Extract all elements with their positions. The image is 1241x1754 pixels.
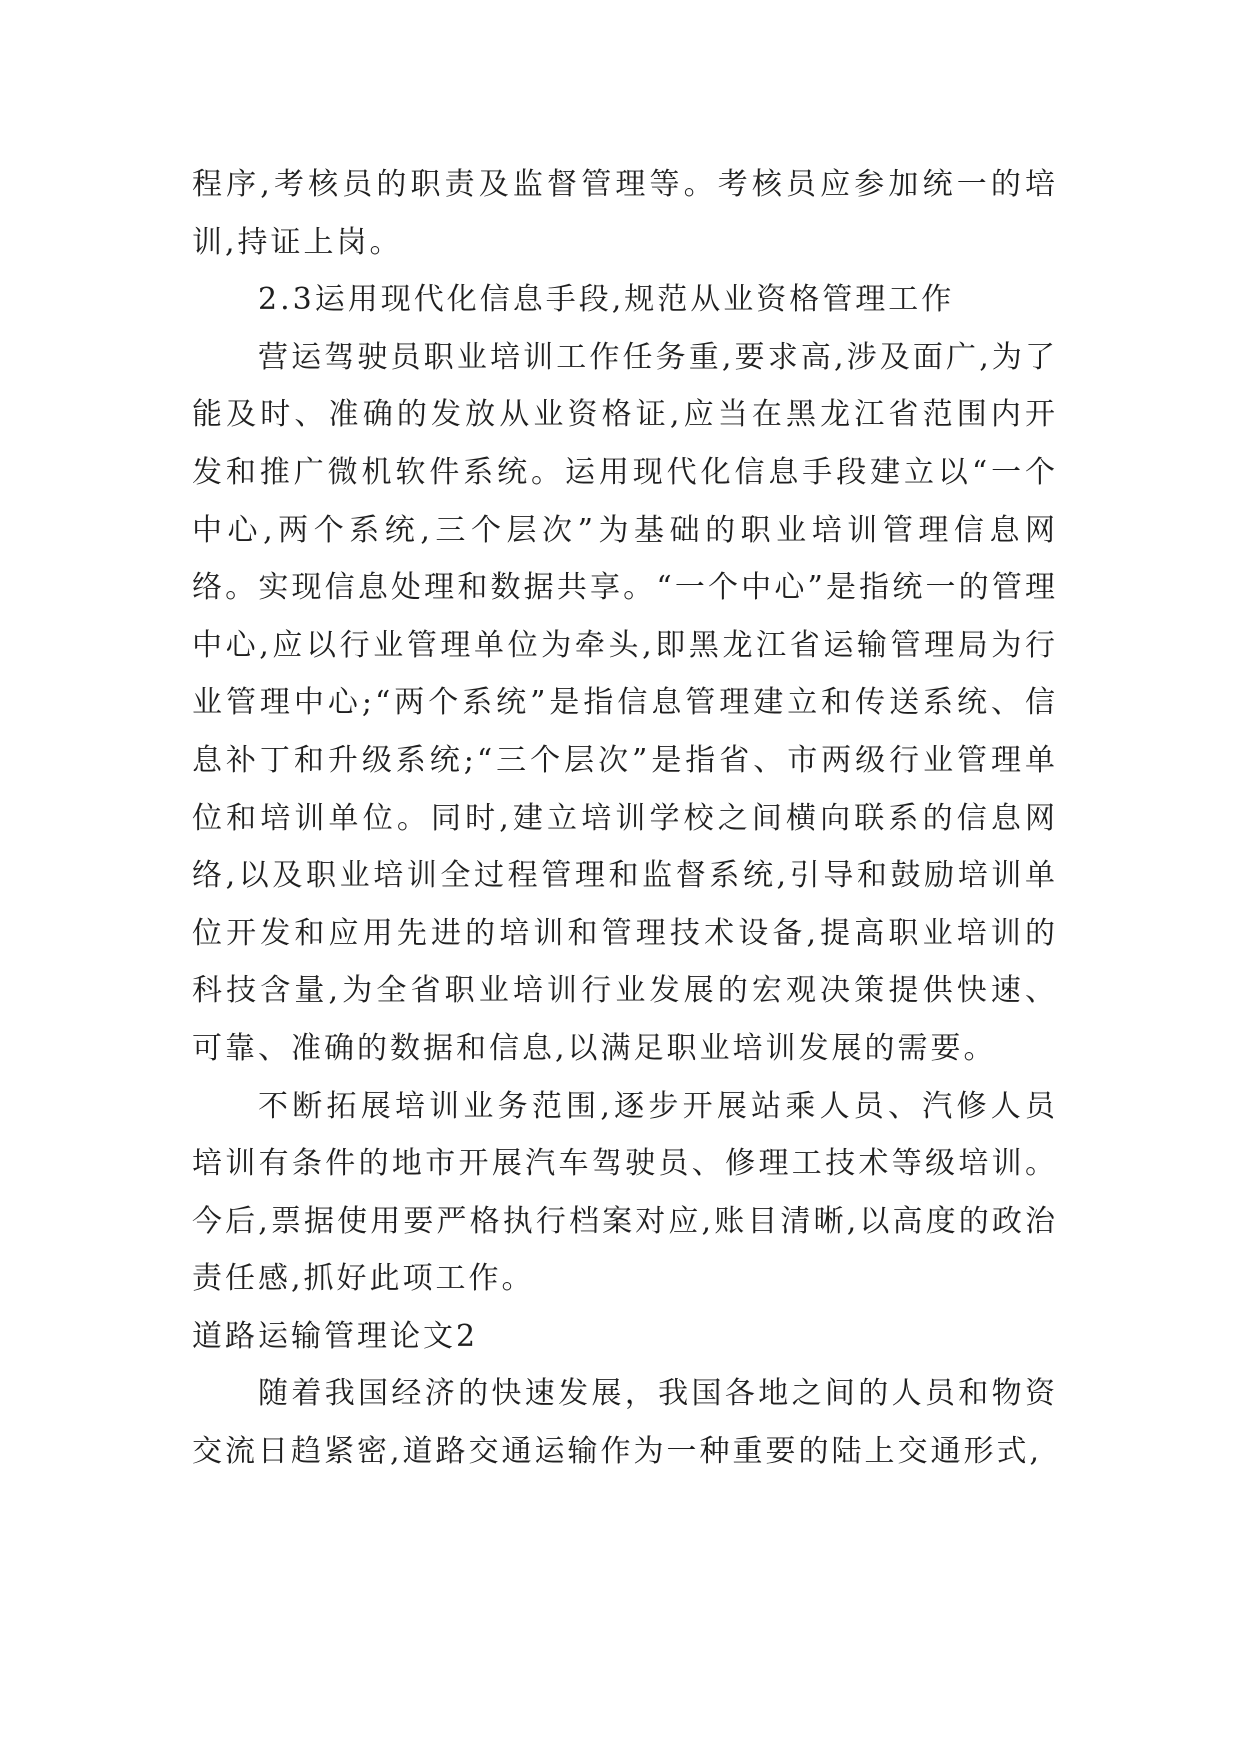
paragraph-info-system: 营运驾驶员职业培训工作任务重,要求高,涉及面广,为了能及时、准确的发放从业资格证,应当在黑龙江省范围内开发和推广微机软件系统。运用现代化信息手段建立以“一个中心,两个系统,三个层次”为基础的职业培训管理信息网络。实现信息处理和数据共享。“一个中心”是指统一的管理中心,应以行业管理单位为牵头,即黑龙江省运输管理局为行业管理中心;“两个系统”是指信息管理建立和传送系统、信息补丁和升级系统;“三个层次”是指省、市两级行业管理单位和培训单位。同时,建立培训学校之间横向联系的信息网络,以及职业培训全过程管理和监督系统,引导和鼓励培训单位开发和应用先进的培训和管理技术设备,提高职业培训的科技含量,为全省职业培训行业发展的宏观决策提供快速、可靠、准确的数据和信息,以满足职业培训发展的需要。 xyxy=(192,339,1058,1066)
section-heading: 2.3运用现代化信息手段,规范从业资格管理工作 xyxy=(258,282,955,318)
paragraph-intro: 随着我国经济的快速发展，我国各地之间的人员和物资交流日趋紧密,道路交通运输作为一种重要的陆上交通形式, xyxy=(192,1376,1058,1470)
document-body xyxy=(192,156,1058,1481)
paragraph-continuation: 程序,考核员的职责及监督管理等。考核员应参加统一的培训,持证上岗。 xyxy=(192,167,1058,260)
article-title: 道路运输管理论文2 xyxy=(192,1318,479,1354)
paragraph-training-scope: 不断拓展培训业务范围,逐步开展站乘人员、汽修人员培训有条件的地市开展汽车驾驶员、修理工技术等级培训。今后,票据使用要严格执行档案对应,账目清晰,以高度的政治责任感,抓好此项工作。 xyxy=(192,1088,1058,1297)
